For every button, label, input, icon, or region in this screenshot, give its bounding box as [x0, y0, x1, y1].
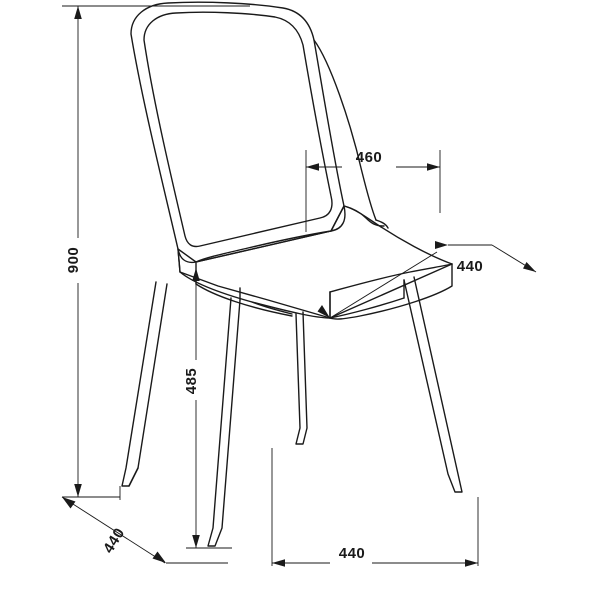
- dim-label-seat-depth: 460: [355, 149, 383, 166]
- dim-label-footprint-left: 440: [99, 524, 129, 557]
- dimension-arrows: [62, 6, 536, 567]
- extension-lines: [62, 6, 536, 566]
- dim-label-height: 900: [65, 246, 82, 274]
- dim-label-seat-height: 485: [183, 367, 200, 395]
- chair-outline: [122, 2, 462, 546]
- dim-label-seat-width: 440: [456, 258, 484, 275]
- dim-label-footprint-front: 440: [338, 545, 366, 562]
